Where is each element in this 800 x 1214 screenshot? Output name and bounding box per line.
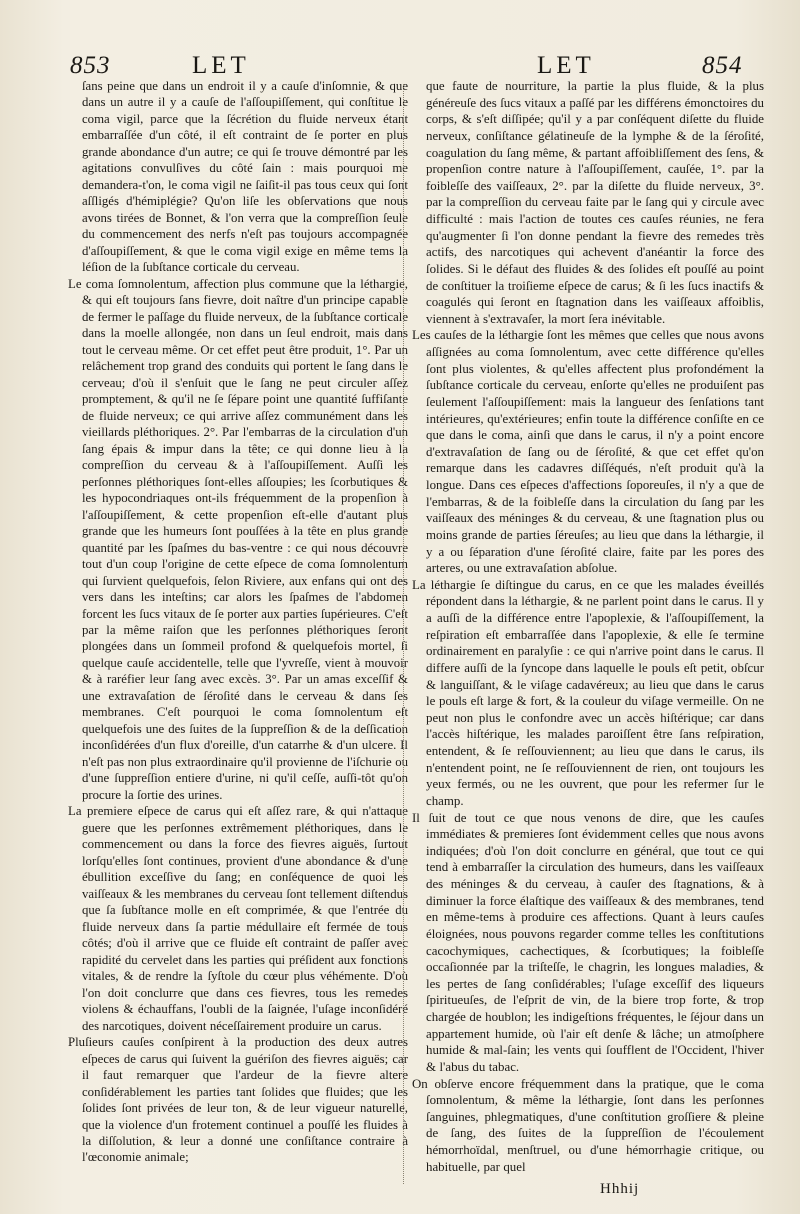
text-column-left <box>68 78 408 1166</box>
paragraph: Il ſuit de tout ce que nous venons de dire, que les cauſes immédiates & premieres ſont évidemment celles que nous avons indiquées; d'où l'on doit conclurre en général, que tout ce qui tend à embarraſſer la circulation des humeurs, dans les vaiſſeaux des méninges & du cerveau, à cauſer des ſtagnations, & à diminuer la force élaſtique des vaiſſeaux & des membranes, tend en même-tems à produire ces affections. Quant à leurs cauſes éloignées, nous pouvons regarder comme telles les conſtitutions cacochymiques, cachectiques, & ſcorbutiques; la foibleſſe occaſionnée par la triſteſſe, le chagrin, les longues maladies, & les pertes de ſang conſidérables; l'uſage exceſſif des liqueurs ſpiritueuſes, de l'eſprit de vin, de la biere trop forte, & trop chargée de houblon; les indigeſtions fréquentes, le ſéjour dans un appartement humide, où l'air eſt denſe & lâche; un atmoſphere humide & mal-ſain; les vents qui ſoufflent de l'Occident, l'hiver & l'abus du tabac. <box>412 810 764 1074</box>
text-column-right <box>412 78 764 1175</box>
paragraph: Les cauſes de la léthargie ſont les mêmes que celles que nous avons aſſignées au coma ſomnolentum, avec cette différence qu'elles ſont plus violentes, & qu'elles affectent plus profondément la ſubſtance corticale du cerveau, enſorte qu'elles ne produiſent pas ſeulement l'aſſoupiſſement: mais la langueur des ſenſations tant intérieures, qu'extérieures; enfin toute la différence conſiſte en ce que dans le coma, ainſi que dans le carus, il n'y a point encore d'extravaſation de ſang ou de ſéroſité, & que cet effet qu'on remarque dans les cadavres diſſéqués, n'eſt produit qu'à la longue. Dans ces eſpeces d'affections ſoporeuſes, il n'y a que de l'embarras, & de la foibleſſe dans la circulation du ſang par les vaiſſeaux des méninges & du cerveau, & une ſtagnation plus ou moins grande de parties ſéreuſes; au lieu que dans la léthargie, il y a ou ſéparation d'une ſéroſité claire, faite par les pores des arteres, ou une extravaſation abſolue. <box>412 328 764 576</box>
paragraph: ſans peine que dans un endroit il y a cauſe d'inſomnie, & que dans un autre il y a cauſe de l'aſſoupiſſement, qui conſtitue le coma vigil, parce que la ſécrétion du fluide nerveux étant embarraſſée d'un côté, il eſt contraint de ſe porter en plus grande abondance d'un autre; ce qui ſe trouve démontré par les agitations convulſives du côté ſain : mais pourquoi me demandera-t'on, le coma vigil ne ſaiſit-il pas tous ceux qui ſont aſſligés d'hémiplégie? Qu'on liſe les obſervations que nous avons tirées de Bonnet, & l'on verra que la compreſſion ſeule du commencement des nerfs n'eſt pas toujours accompagnée d'aſſoupiſſement, & que le coma vigil exige en même tems la léſion de la ſubſtance corticale du cerveau. <box>82 79 408 275</box>
paragraph: Le coma ſomnolentum, affection plus commune que la léthargie, & qui eſt toujours ſans fievre, doit naître d'un principe capable de fermer le paſſage du fluide nerveux, de la ſubſtance corticale dans la moelle allongée, non dans un ſeul endroit, mais dans tout le cerveau même. Or cet effet peut être produit, 1°. Par un relâchement trop grand des conduits qui portent le ſang dans le cerveau; d'où il s'enſuit que le ſang ne peut circuler aſſez promptement, & qu'il ne ſe ſépare point une quantité ſuffiſante de fluide nerveux; ce qui arrive aſſez communément dans les vieillards pléthoriques. 2°. Par l'embarras de la circulation d'un ſang épais & impur dans la tête; ce qui donne lieu à la compreſſion du cerveau & à l'aſſoupiſſement. Auſſi les perſonnes pléthoriques ſont-elles aſſoupies; les ſcorbutiques & les hypocondriaques ont-ils fréquemment de la propenſion à l'aſſoupiſſement, & cette propenſion eſt-elle d'autant plus grande que les humeurs ſont pouſſées à la tête en plus grande quantité par les ſpaſmes du bas-ventre : ce qui nous découvre tout d'un coup l'origine de cette eſpece de coma ſomnolentum qui ſurvient quelquefois, ſelon Riviere, aux enfans qui ont des vers dans les inteſtins; car alors les ſpaſmes de l'abdomen forcent les ſucs vitaux de ſe porter aux parties ſupérieures. C'eſt par la même raiſon que les perſonnes pléthoriques ſeront plongées dans un ſommeil profond & quelquefois mortel, ſi quelque cauſe accidentelle, telle que l'yvreſſe, vient à mouvoir & à raréfier leur ſang avec excès. 3°. Par un amas exceſſif & une extravaſation de ſéroſité dans le cerveau & dans ſes membranes. C'eſt pourquoi le coma ſomnolentum eſt quelquefois une des ſuites de la ſuppreſſion & de la deſſication inconſidérées d'un flux d'oreille, d'un catarrhe & d'un ulcere. Il n'eſt pas non plus extraordinaire qu'il provienne de l'iſchurie ou d'une ſuppreſſion entiere d'urine, ni qu'il ceſſe, auſſi-tôt qu'on procure la ſortie des urines. <box>68 276 408 802</box>
header-word-left: LET <box>192 52 250 79</box>
page-number-right: 854 <box>702 52 743 79</box>
paragraph: La léthargie ſe diſtingue du carus, en ce que les malades éveillés répondent dans la léthargie, & ne parlent point dans le carus. Il y a auſſi de la différence entre l'apoplexie, & l'aſſoupiſſement, la reſpiration eſt embarraſſée dans l'apoplexie, & elle ſe termine ordinairement en paralyſie : ce qui n'arrive point dans le carus. Il differe auſſi de la ſyncope dans laquelle le pouls eſt petit, obſcur & languiſſant, & le viſage cadavéreux; au lieu que dans le carus le pouls eſt large & fort, & la couleur du viſage vermeille. On ne peut non plus le confondre avec un accès hiſtérique; car dans l'accès hiſtérique, les malades paroiſſent être ſans reſpiration, entendent, & ſe reſſouviennent; au lieu que dans le carus, ils n'entendent point, ne ſe reſſouviennent de rien, ont toujours les yeux fermés, ou ne les ouvrent, que pour les refermer ſur le champ. <box>412 577 764 808</box>
column-divider <box>403 84 404 1184</box>
page-number-left: 853 <box>70 52 111 79</box>
paragraph: Pluſieurs cauſes conſpirent à la production des deux autres eſpeces de carus qui ſuivent la guériſon des fievres aiguës; car il faut remarquer que l'ardeur de la fievre altere conſidérablement les parties tant ſolides que fluides; que les ſolides ſont privées de leur ton, & de leur vigueur naturelle, que la violence d'un frotement continuel a pouſſé les fluides à la diſſolution, & leur a donné une conſiſtance contraire à l'œconomie animale; <box>68 1035 408 1165</box>
paragraph: que faute de nourriture, la partie la plus fluide, & la plus généreuſe des ſucs vitaux a paſſé par les différens émonctoires du corps, & s'eſt diſſipée; qu'il y a par conſéquent diſette du fluide nerveux, conſiſtance gélatineuſe de la lymphe & de la ſéroſité, coagulation du ſang même, & partant affoibliſſement des ſens, & propenſion contre nature à l'aſſoupiſſement, cauſée, 1°. par la foibleſſe des vaiſſeaux, 2°. par la diſette du fluide nerveux, 3°. par la compreſſion du cerveau faite par le ſang qui y circule avec difficulté : mais l'action de toutes ces cauſes réunies, ne fera qu'augmenter ſi l'on donne pendant la fievre des remedes très actifs, des narcotiques qui achevent d'anéantir la force des ſolides. Si le défaut des fluides & des ſolides eſt pouſſé au point de conſtituer la troiſieme eſpece de carus; & ſi les ſucs inactifs & coagulés qui ſeront en ſtagnation dans les vaiſſeaux affoiblis, viennent à s'extravaſer, la mort ſera inévitable. <box>426 79 764 326</box>
header-word-right: LET <box>537 52 595 79</box>
paragraph: On obſerve encore fréquemment dans la pratique, que le coma ſomnolentum, & même la léthargie, ſont dans les perſonnes ſanguines, phlegmatiques, d'une conſtitution groſſiere & pleine de ſang, des ſuites de la ſuppreſſion de l'écoulement hémorrhoïdal, menſtruel, ou d'une hémorrhagie critique, ou habituelle, par quel <box>412 1076 764 1174</box>
paragraph: La premiere eſpece de carus qui eſt aſſez rare, & qui n'attaque guere que les perſonnes extrêmement pléthoriques, dans le commencement ou dans la force des fievres aiguës, ſurtout lorſqu'elles ſont continues, provient d'une abondance & d'une ébullition exceſſive du ſang; en conſéquence de quoi les vaiſſeaux & les membranes du cerveau ſont tellement diſtendus que ſa ſubſtance molle en eſt comprimée, & que l'entrée du fluide nerveux dans ſa partie médullaire eſt fermée de tous côtés; d'où il arrive que ce fluide eſt contraint de paſſer avec rapidité du cervelet dans les parties qui préſident aux fonctions vitales, & de rendre la ſyſtole du cœur plus véhémente. D'où l'on doit conclurre que dans ces fievres, tous les remedes violens & échauffans, l'oubli de la ſaignée, l'uſage inconſidéré des narcotiques, doivent néceſſairement produire un carus. <box>68 804 408 1033</box>
signature-mark: Hhhij <box>600 1181 640 1197</box>
